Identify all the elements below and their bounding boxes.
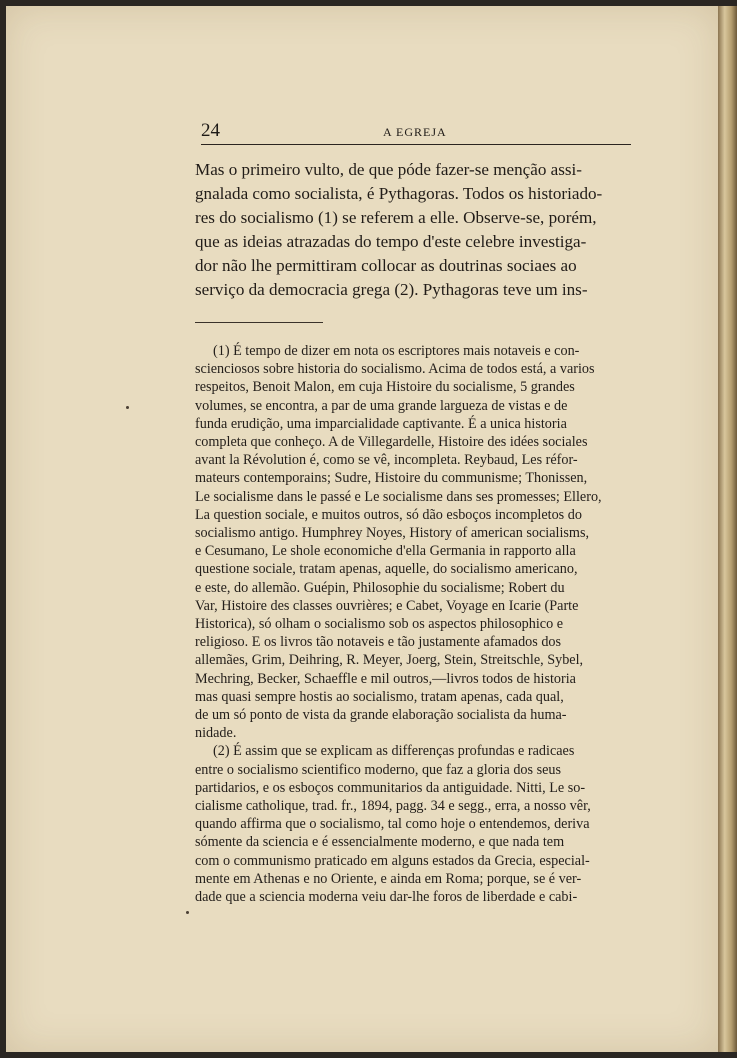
footnote-line: dade que a sciencia moderna veiu dar-lhe foros de liberdade e cabi- [195,889,578,906]
footnote-line: La question sociale, e muitos outros, só dão esboços incompletos do [195,506,582,523]
footnote-line: religioso. E os livros tão notaveis e tão justamente afamados dos [195,634,562,651]
footnote-line: nidade. [195,725,237,742]
footnote-line: sómente da sciencia e é essencialmente moderno, e que nada tem [195,834,565,851]
ink-speck [126,406,129,409]
footnote-line: volumes, se encontra, a par de uma grande largueza de vistas e de [195,397,568,414]
footnote-line: (1) É tempo de dizer em nota os escriptores mais notaveis e con- [213,343,580,359]
footnote-line: socialismo antigo. Humphrey Noyes, History of american socialisms, [195,525,590,542]
page-number: 24 [201,120,220,141]
footnote-line: cialisme catholique, trad. fr., 1894, pagg. 34 e segg., erra, a nosso vêr, [195,798,591,815]
footnote-2 [195,742,625,906]
footnote-1 [195,342,625,742]
footnotes [195,342,625,906]
footnote-line: de um só ponto de vista da grande elaboração socialista da huma- [195,707,567,724]
text-line: serviço da democracia grega (2). Pythagoras teve um ins- [195,280,588,300]
footnote-line: mas quasi sempre hostis ao socialismo, tratam apenas, cada qual, [195,688,564,705]
footnote-line: completa que conheço. A de Villegardelle, Histoire des idées sociales [195,434,588,451]
text-line: dor não lhe permittiram collocar as doutrinas sociaes ao [195,256,577,276]
footnote-line: partidarios, e os esboços communitarios da antiguidade. Nitti, Le so- [195,779,586,796]
footnote-line: funda erudição, uma imparcialidade captivante. É a unica historia [195,415,567,432]
footnote-line: (2) É assim que se explicam as differenças profundas e radicaes [213,743,575,760]
footnote-line: entre o socialismo scientifico moderno, que faz a gloria dos seus [195,761,562,778]
footnote-line: Var, Histoire des classes ouvrières; e Cabet, Voyage en Icarie (Parte [195,597,579,614]
book-spine [718,6,737,1052]
footnote-line: scienciosos sobre historia do socialismo. Acima de todos está, a varios [195,361,595,378]
text-line: gnalada como socialista, é Pythagoras. Todos os historiado- [195,184,603,204]
footnote-line: e este, do allemão. Guépin, Philosophie du socialisme; Robert du [195,579,565,596]
footnote-line: allemães, Grim, Deihring, R. Meyer, Joerg, Stein, Streitschle, Sybel, [195,652,584,669]
text-line: res do socialismo (1) se referem a elle. Observe-se, porém, [195,208,597,228]
footnote-line: respeitos, Benoit Malon, em cuja Histoire du socialisme, 5 grandes [195,379,575,396]
text-line: que as ideias atrazadas do tempo d'este celebre investiga- [195,232,587,252]
footnote-line: Historica), só olham o socialismo sob os aspectos philosophico e [195,616,564,633]
footnote-line: mateurs contemporains; Sudre, Histoire du communisme; Thonissen, [195,470,588,487]
footnote-line: Le socialisme dans le passé e Le socialisme dans ses promesses; Ellero, [195,488,602,505]
footnote-line: quando affirma que o socialismo, tal como hoje o entendemos, deriva [195,816,590,833]
footnote-line: Mechring, Becker, Schaeffle e mil outros,—livros todos de historia [195,670,576,687]
main-paragraph [195,158,625,303]
footnote-line: avant la Révolution é, como se vê, incompleta. Reybaud, Les réfor- [195,452,578,469]
ink-speck [186,911,189,914]
text-line: Mas o primeiro vulto, de que póde fazer-se menção assi- [195,160,582,179]
footnote-line: questione sociale, tratam apenas, aquelle, do socialismo americano, [195,561,578,578]
footnote-line: e Cesumano, Le shole economiche d'ella Germania in rapporto alla [195,543,576,560]
running-title: A EGREJA [383,125,447,139]
page-header [201,120,631,145]
footnote-line: com o communismo praticado em alguns estados da Grecia, especial- [195,852,590,869]
footnote-line: mente em Athenas e no Oriente, e ainda em Roma; porque, se é ver- [195,870,582,887]
footnote-separator [195,322,323,323]
